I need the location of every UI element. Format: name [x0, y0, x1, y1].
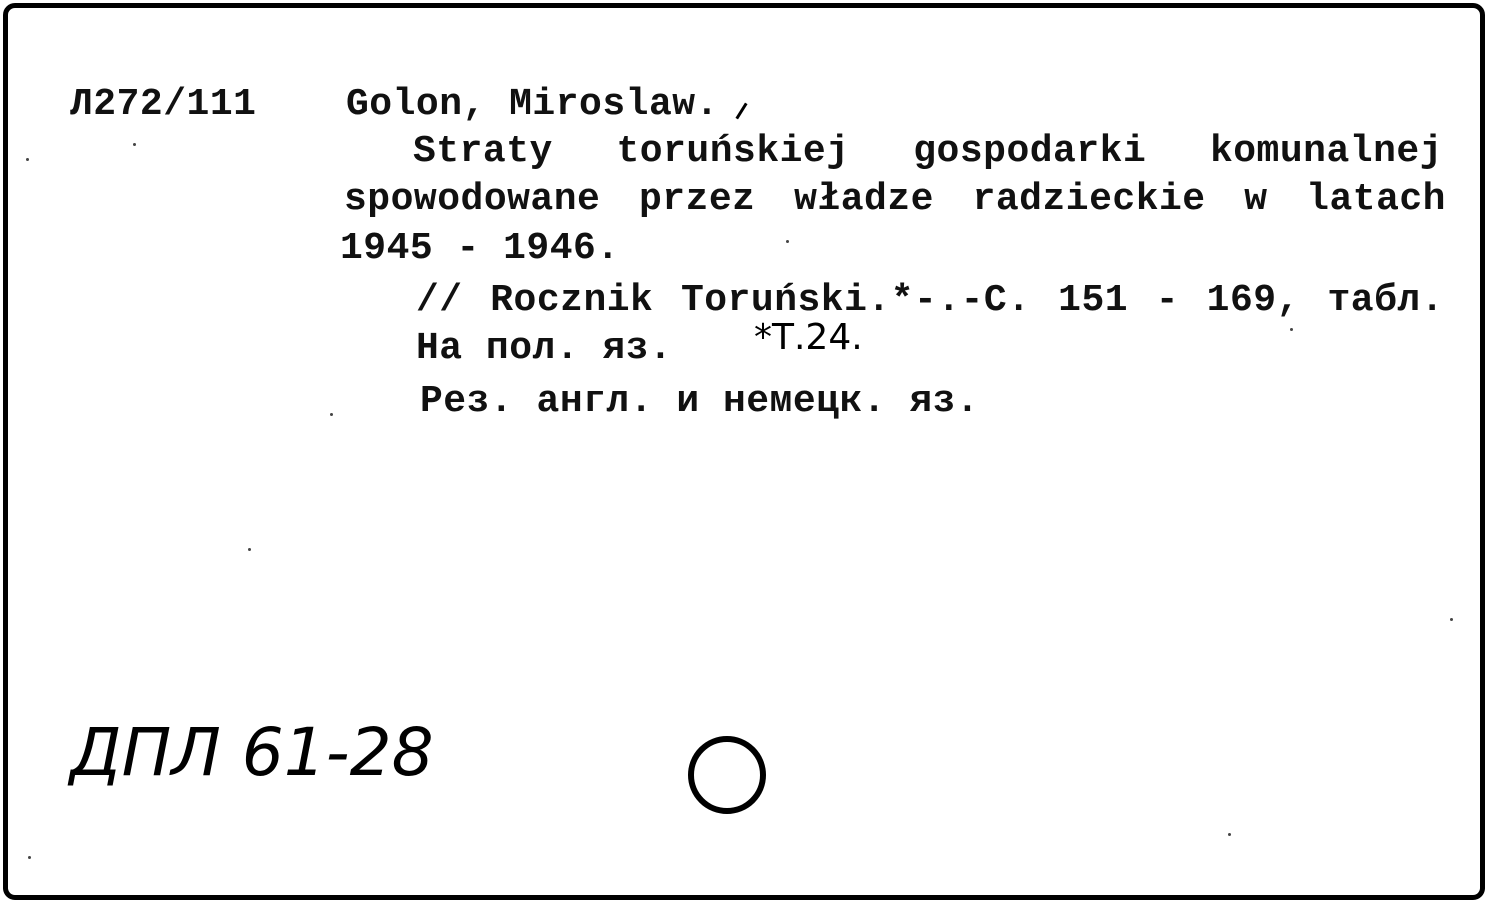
- paper-speck: [330, 413, 333, 416]
- language-line: На пол. яз.: [416, 327, 673, 370]
- paper-speck: [248, 548, 251, 551]
- author-heading: Golon, Miroslaw.: [346, 83, 719, 126]
- paper-speck: [28, 856, 31, 859]
- punch-hole: [688, 736, 766, 814]
- title-line-1: Straty toruńskiej gospodarki komunalnej: [413, 130, 1443, 173]
- handwritten-code: ДПЛ 61-28: [70, 714, 434, 791]
- paper-speck: [26, 158, 29, 161]
- paper-speck: [1228, 833, 1231, 836]
- paper-speck: [1450, 618, 1453, 621]
- source-line: // Rocznik Toruński.*-.-С. 151 - 169, табл.: [416, 279, 1444, 322]
- paper-speck: [786, 240, 789, 243]
- shelf-mark: Л272/111: [70, 83, 257, 126]
- title-line-2: spowodowane przez władze radzieckie w latach: [344, 178, 1446, 221]
- catalog-card: [3, 3, 1485, 900]
- paper-speck: [133, 143, 136, 146]
- title-line-3: 1945 - 1946.: [340, 227, 620, 270]
- summary-line: Рез. англ. и немецк. яз.: [420, 380, 980, 423]
- handwritten-accent-mark: [735, 103, 747, 120]
- handwritten-volume: *Т.24.: [754, 317, 863, 358]
- paper-speck: [1290, 328, 1293, 331]
